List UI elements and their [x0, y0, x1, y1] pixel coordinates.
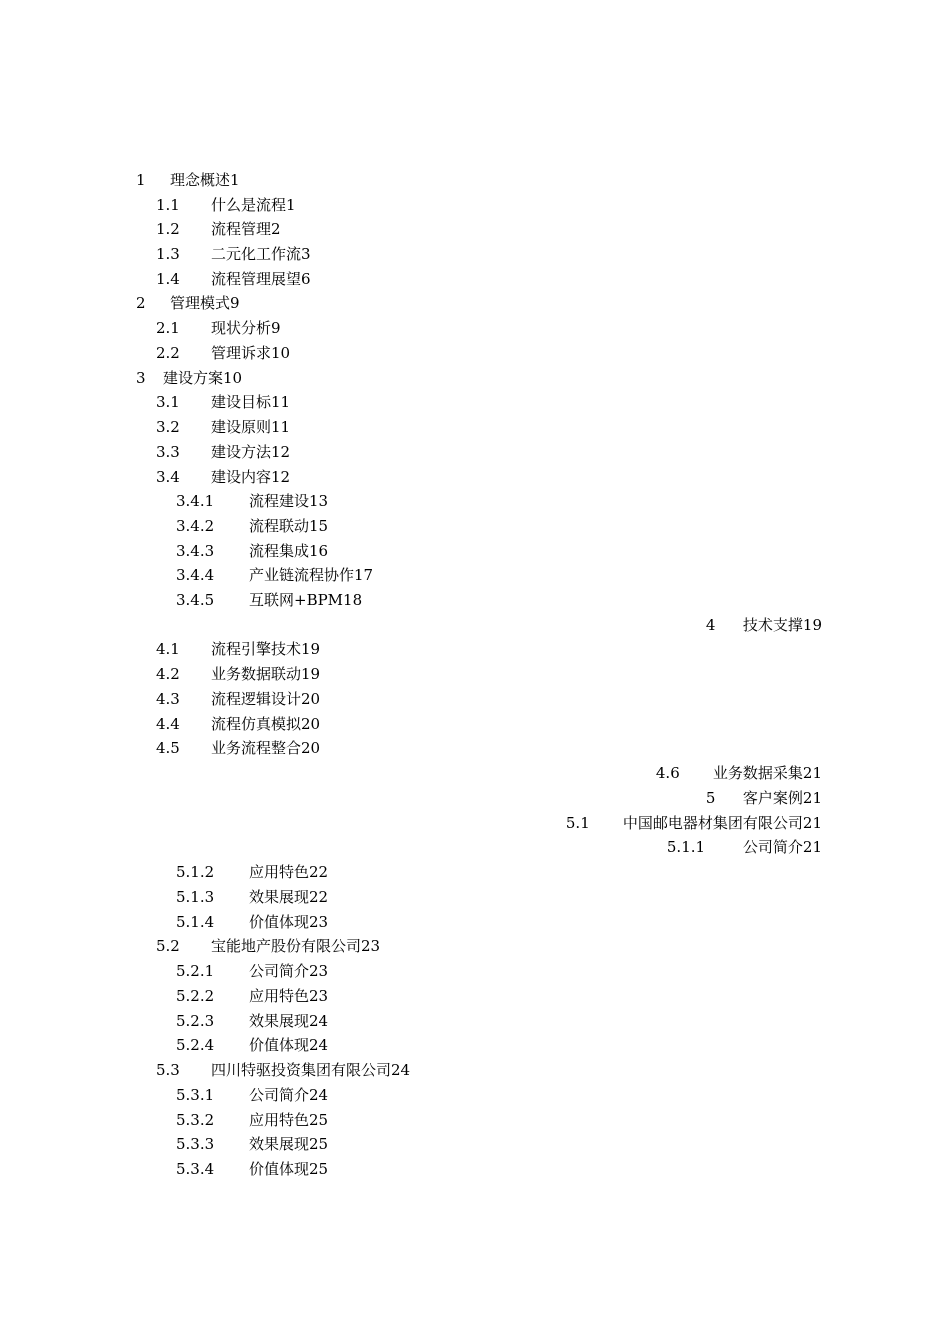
toc-number: 5.1: [565, 814, 590, 832]
toc-page: 23: [309, 987, 329, 1005]
toc-title: 业务流程整合: [211, 739, 302, 757]
toc-title: 流程管理: [211, 220, 272, 238]
toc-title: 价值体现: [249, 1036, 310, 1054]
toc-entry[interactable]: [176, 564, 373, 586]
toc-number: 5.1.3: [176, 888, 215, 906]
toc-number: 3.4.1: [176, 492, 215, 510]
toc-entry[interactable]: [156, 342, 290, 364]
toc-number: 2.1: [156, 319, 180, 337]
toc-title: 业务数据采集: [712, 764, 803, 782]
toc-title: 价值体现: [249, 1160, 310, 1178]
toc-page: 25: [309, 1111, 329, 1129]
toc-entry[interactable]: [176, 515, 328, 537]
toc-title: 现状分析: [211, 319, 272, 337]
toc-page: 11: [271, 393, 291, 411]
toc-entry[interactable]: [156, 935, 380, 957]
toc-number: 3.4.5: [176, 591, 215, 609]
toc-entry[interactable]: [156, 317, 281, 339]
toc-page: 21: [802, 789, 822, 807]
toc-number: 4.1: [156, 640, 180, 658]
toc-number: 5.2.2: [176, 987, 215, 1005]
toc-page: 12: [271, 443, 291, 461]
toc-number: 4.4: [156, 715, 180, 733]
toc-title: 四川特驱投资集团有限公司: [211, 1061, 392, 1079]
toc-title: 宝能地产股份有限公司: [211, 937, 362, 955]
toc-entry[interactable]: [176, 589, 362, 611]
toc-number: 4.5: [156, 739, 180, 757]
toc-title: 客户案例: [742, 789, 803, 807]
toc-title: 二元化工作流: [211, 245, 302, 263]
toc-entry[interactable]: [176, 960, 328, 982]
toc-entry[interactable]: [156, 713, 320, 735]
toc-entry[interactable]: [176, 1133, 328, 1155]
toc-title: 建设方案: [163, 369, 224, 387]
toc-number: 5.1.4: [176, 913, 215, 931]
toc-entry[interactable]: [656, 762, 822, 784]
toc-title: 公司简介: [249, 962, 310, 980]
toc-entry[interactable]: [156, 194, 296, 216]
toc-entry[interactable]: [667, 836, 822, 858]
toc-page: 19: [802, 616, 822, 634]
toc-page: 2: [271, 220, 281, 238]
toc-number: 5.2.3: [176, 1012, 215, 1030]
toc-entry[interactable]: [566, 812, 822, 834]
toc-entry[interactable]: [176, 1109, 328, 1131]
toc-entry[interactable]: [176, 490, 328, 512]
toc-page: 17: [354, 566, 374, 584]
toc-title: 流程引擎技术: [211, 640, 302, 658]
toc-page: 12: [271, 468, 291, 486]
toc-entry[interactable]: [176, 985, 328, 1007]
toc-title: 效果展现: [249, 888, 310, 906]
toc-entry[interactable]: [156, 268, 311, 290]
toc-title: 产业链流程协作: [249, 566, 355, 584]
toc-number: 3.3: [156, 443, 180, 461]
toc-entry[interactable]: [156, 1059, 410, 1081]
toc-page: 24: [391, 1061, 411, 1079]
toc-title: 管理诉求: [211, 344, 272, 362]
toc-title: 流程联动: [249, 517, 310, 535]
toc-page: 21: [802, 764, 822, 782]
toc-entry[interactable]: [176, 886, 328, 908]
toc-entry[interactable]: [156, 218, 281, 240]
toc-title: 应用特色: [249, 863, 310, 881]
toc-title: 流程逻辑设计: [211, 690, 302, 708]
toc-number: 4.3: [156, 690, 180, 708]
toc-title: 技术支撑: [742, 616, 803, 634]
toc-number: 2: [136, 294, 146, 312]
toc-number: 3.2: [156, 418, 180, 436]
toc-title: 建设原则: [211, 418, 272, 436]
toc-entry[interactable]: [176, 1010, 328, 1032]
toc-number: 4.2: [156, 665, 180, 683]
toc-number: 5.2.4: [176, 1036, 215, 1054]
toc-title: 流程仿真模拟: [211, 715, 302, 733]
toc-title: 流程集成: [249, 542, 310, 560]
toc-page: 24: [309, 1086, 329, 1104]
toc-page: 3: [301, 245, 311, 263]
toc-title: 建设内容: [211, 468, 272, 486]
toc-title: 应用特色: [249, 987, 310, 1005]
toc-page: 24: [309, 1012, 329, 1030]
toc-number: 3.4.3: [176, 542, 215, 560]
toc-entry[interactable]: [176, 540, 328, 562]
toc-number: 5.3: [156, 1061, 180, 1079]
toc-number: 3: [136, 369, 146, 387]
toc-entry[interactable]: [706, 614, 822, 636]
toc-entry[interactable]: [176, 1084, 328, 1106]
toc-page: 21: [802, 814, 822, 832]
toc-page: 22: [309, 863, 329, 881]
toc-entry[interactable]: [176, 911, 328, 933]
toc-number: 1.4: [156, 270, 180, 288]
toc-page: 11: [271, 418, 291, 436]
toc-number: 5.2: [156, 937, 180, 955]
toc-title: 流程建设: [249, 492, 310, 510]
toc-entry[interactable]: [156, 243, 311, 265]
toc-number: 5: [705, 789, 716, 807]
toc-number: 3.1: [156, 393, 180, 411]
toc-title: 中国邮电器材集团有限公司: [622, 814, 803, 832]
toc-page: 23: [309, 913, 329, 931]
toc-number: 1: [136, 171, 146, 189]
toc-entry[interactable]: [176, 861, 328, 883]
toc-number: 3.4.4: [176, 566, 215, 584]
toc-title: 什么是流程: [211, 196, 287, 214]
toc-entry[interactable]: [156, 688, 320, 710]
toc-title: 应用特色: [249, 1111, 310, 1129]
toc-title: 效果展现: [249, 1135, 310, 1153]
toc-title: 价值体现: [249, 913, 310, 931]
toc-number: 3.4.2: [176, 517, 215, 535]
toc-page: 21: [802, 838, 822, 856]
toc-number: 4: [705, 616, 716, 634]
toc-page: 22: [309, 888, 329, 906]
toc-page: 23: [309, 962, 329, 980]
toc-entry[interactable]: [156, 391, 290, 413]
toc-title: 管理模式: [170, 294, 231, 312]
toc-page: 9: [230, 294, 240, 312]
toc-title: 建设方法: [211, 443, 272, 461]
toc-number: 3.4: [156, 468, 180, 486]
toc-title: 流程管理展望: [211, 270, 302, 288]
toc-number: 5.3.1: [176, 1086, 215, 1104]
toc-number: 4.6: [655, 764, 680, 782]
toc-title: 公司简介: [742, 838, 803, 856]
toc-title: 互联网+BPM: [249, 591, 344, 609]
toc-page: 20: [301, 715, 321, 733]
toc-number: 5.1.2: [176, 863, 215, 881]
toc-page: 15: [309, 517, 329, 535]
toc-number: 1.2: [156, 220, 180, 238]
toc-number: 5.3.2: [176, 1111, 215, 1129]
toc-page: 19: [301, 665, 321, 683]
toc-page: 24: [309, 1036, 329, 1054]
toc-entry[interactable]: [156, 441, 290, 463]
toc-title: 业务数据联动: [211, 665, 302, 683]
toc-entry[interactable]: [136, 292, 240, 314]
toc-page: 10: [223, 369, 243, 387]
toc-page: 25: [309, 1135, 329, 1153]
toc-entry[interactable]: [136, 367, 242, 389]
toc-title: 公司简介: [249, 1086, 310, 1104]
toc-page: 1: [230, 171, 240, 189]
toc-entry[interactable]: [176, 1034, 328, 1056]
toc-entry[interactable]: [176, 1158, 328, 1180]
toc-page: 25: [309, 1160, 329, 1178]
toc-page: 6: [301, 270, 311, 288]
toc-number: 5.3.3: [176, 1135, 215, 1153]
toc-number: 1.3: [156, 245, 180, 263]
toc-title: 建设目标: [211, 393, 272, 411]
toc-entry[interactable]: [156, 663, 320, 685]
toc-entry[interactable]: [136, 169, 240, 191]
toc-entry[interactable]: [156, 416, 290, 438]
toc-page: 23: [361, 937, 381, 955]
toc-page: 1: [286, 196, 296, 214]
toc-entry[interactable]: [156, 466, 290, 488]
toc-number: 2.2: [156, 344, 180, 362]
toc-title: 理念概述: [170, 171, 231, 189]
toc-title: 效果展现: [249, 1012, 310, 1030]
toc-number: 5.1.1: [666, 838, 706, 856]
toc-page: 13: [309, 492, 329, 510]
toc-number: 5.2.1: [176, 962, 215, 980]
toc-page: 16: [309, 542, 329, 560]
toc-page: 9: [271, 319, 281, 337]
toc-page: 18: [343, 591, 363, 609]
toc-page: 19: [301, 640, 321, 658]
toc-entry[interactable]: [706, 787, 822, 809]
toc-page: 10: [271, 344, 291, 362]
toc-number: 5.3.4: [176, 1160, 215, 1178]
toc-page: 20: [301, 739, 321, 757]
toc-page: 20: [301, 690, 321, 708]
toc-entry[interactable]: [156, 638, 320, 660]
toc-number: 1.1: [156, 196, 180, 214]
toc-entry[interactable]: [156, 737, 320, 759]
